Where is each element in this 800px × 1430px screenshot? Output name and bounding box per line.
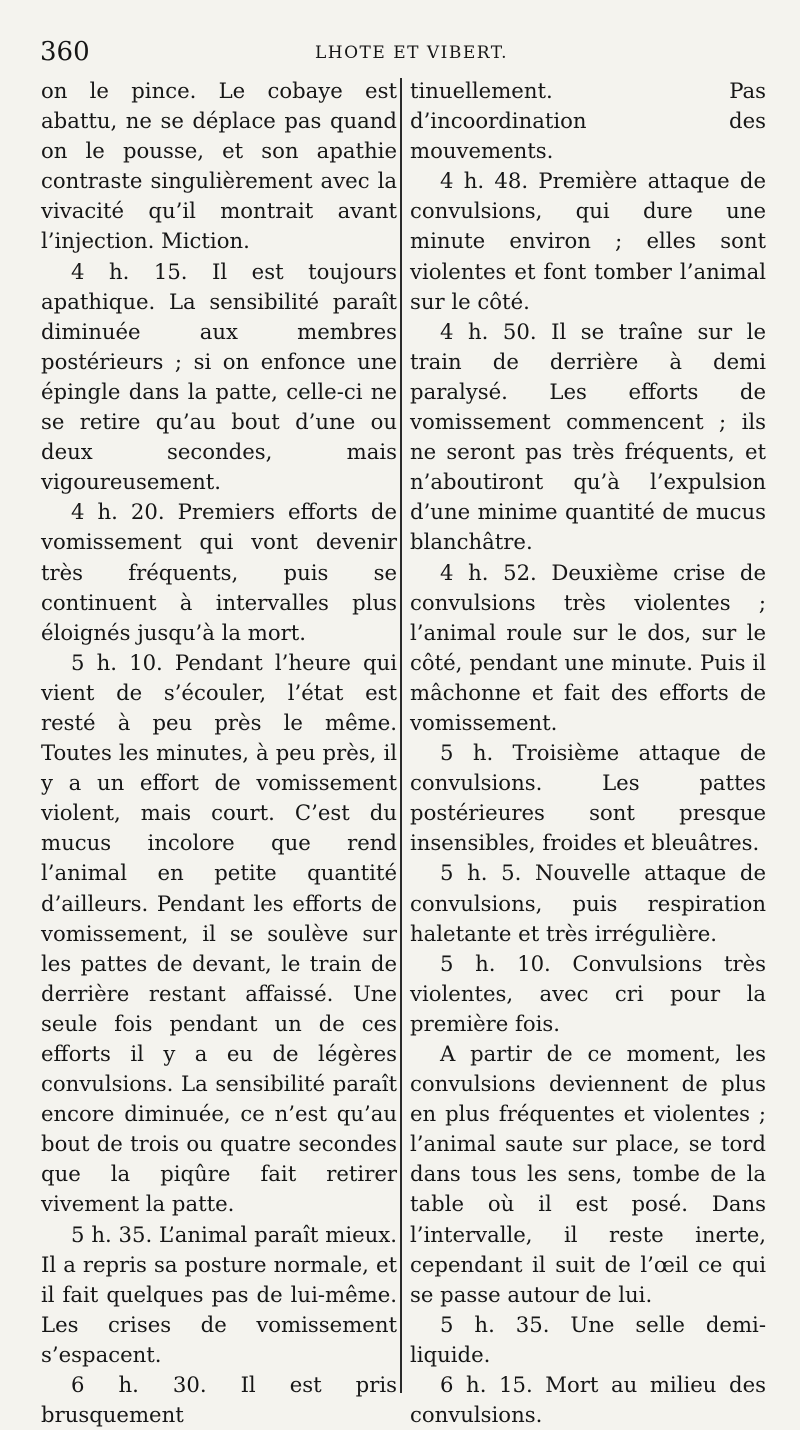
left-column [41, 76, 397, 1428]
paragraph: 5 h. 35. Une selle demi-liquide. [410, 1311, 766, 1367]
paragraph: 4 h. 50. Il se traîne sur le train de derrière à demi paralysé. Les efforts de vomissement commencent ; ils ne seront pas très fréquents, et n’aboutiront qu’à l’expulsion d’une minime quantité de mucus blanchâtre. [410, 318, 766, 555]
paragraph: 5 h. 5. Nouvelle attaque de convulsions, puis respiration haletante et très irrégulière. [410, 860, 766, 946]
paragraph: 4 h. 52. Deuxième crise de convulsions très violentes ; l’animal roule sur le dos, sur le côté, pendant une minute. Puis il mâchonne et fait des efforts de vomissement. [410, 559, 766, 735]
page-number: 360 [40, 37, 90, 67]
page-header [40, 34, 760, 74]
right-column [410, 76, 766, 1428]
paragraph: 5 h. 10. Convulsions très violentes, avec cri pour la première fois. [410, 950, 766, 1036]
paragraph: 5 h. 35. L’animal paraît mieux. Il a repris sa posture normale, et il fait quelques pas de lui-même. Les crises de vomissement s’espacent. [41, 1221, 397, 1367]
paragraph: 5 h. 10. Pendant l’heure qui vient de s’écouler, l’état est resté à peu près le même. Toutes les minutes, à peu près, il y a un effort de vomissement violent, mais court. C’est du mucus incolore que rend l’animal en petite quantité d’ailleurs. Pendant les efforts de vomissement, il se soulève sur les pattes de devant, le train de derrière restant affaissé. Une seule fois pendant un de ces efforts il y a eu de légères convulsions. La sensibilité paraît encore diminuée, ce n’est qu’au bout de trois ou quatre secondes que la piqûre fait retirer vivement la patte. [41, 649, 397, 1217]
paragraph: tinuellement. Pas d’incoordination des mouvements. [410, 78, 766, 164]
paragraph: 6 h. 30. Il est pris brusquement [41, 1372, 397, 1428]
column-divider [400, 78, 402, 1393]
paragraph: 6 h. 15. Mort au milieu des convulsions. [410, 1372, 766, 1428]
running-head: LHOTE ET VIBERT. [315, 43, 508, 63]
paragraph: 4 h. 48. Première attaque de convulsions, qui dure une minute environ ; elles sont violentes et font tomber l’animal sur le côté. [410, 168, 766, 314]
paragraph: on le pince. Le cobaye est abattu, ne se déplace pas quand on le pousse, et son apathie contraste singulièrement avec la vivacité qu’il montrait avant l’injection. Miction. [41, 78, 397, 254]
paragraph: 4 h. 20. Premiers efforts de vomissement qui vont devenir très fréquents, puis se continuent à intervalles plus éloignés jusqu’à la mort. [41, 499, 397, 645]
paragraph: 5 h. Troisième attaque de convulsions. Les pattes postérieures sont presque insensibles, froides et bleuâtres. [410, 740, 766, 856]
paragraph: 4 h. 15. Il est toujours apathique. La sensibilité paraît diminuée aux membres postérieurs ; si on enfonce une épingle dans la patte, celle-ci ne se retire qu’au bout d’une ou deux secondes, mais vigoureusement. [41, 258, 397, 495]
paragraph: A partir de ce moment, les convulsions deviennent de plus en plus fréquentes et violentes ; l’animal saute sur place, se tord dans tous les sens, tombe de la table où il est posé. Dans l’intervalle, il reste inerte, cependant il suit de l’œil ce qui se passe autour de lui. [410, 1041, 766, 1307]
